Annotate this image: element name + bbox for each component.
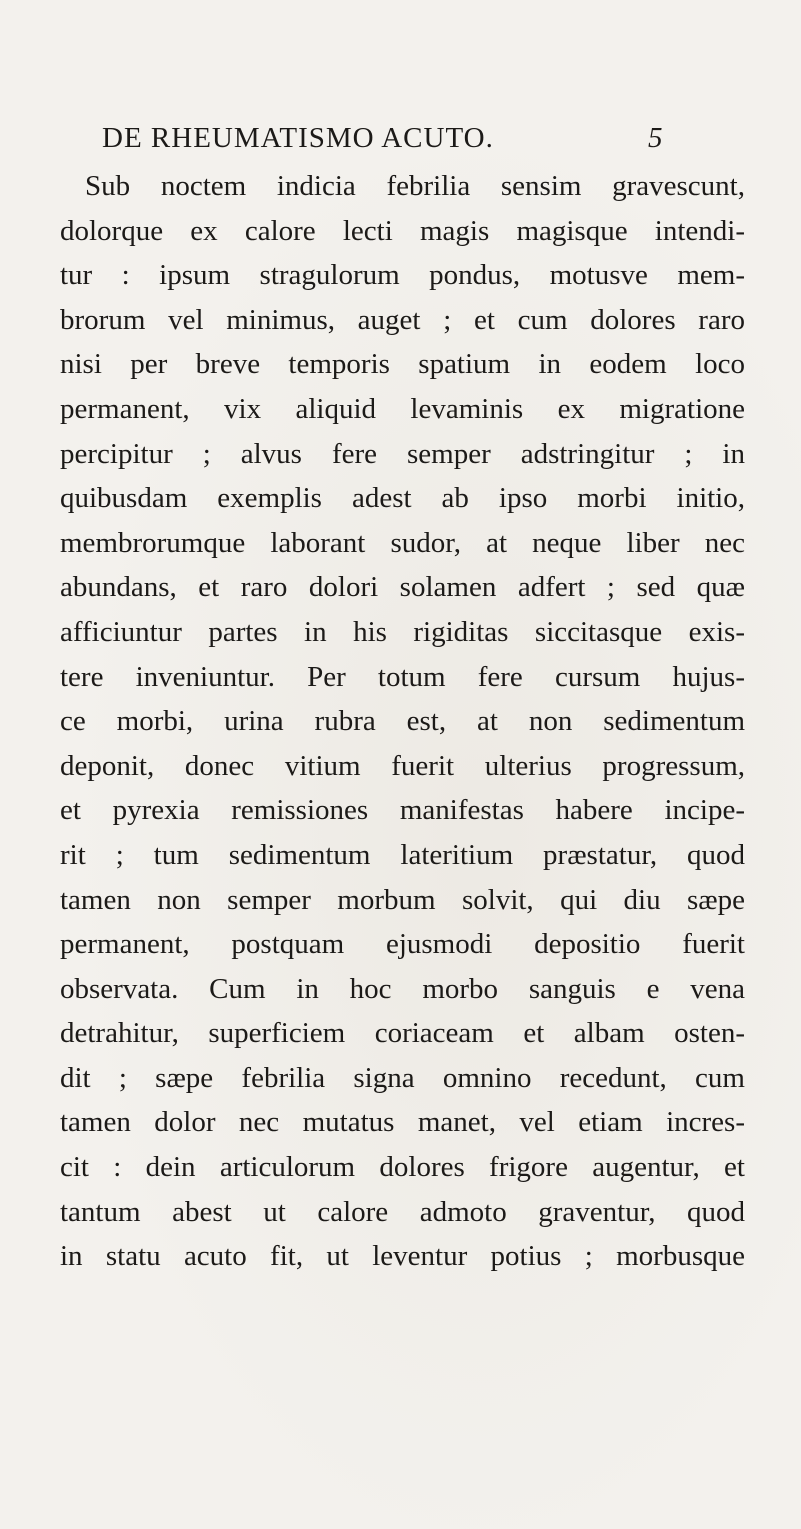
- text-line: ce morbi, urina rubra est, at non sedimentum: [60, 705, 745, 738]
- text-line: quibusdam exemplis adest ab ipso morbi initio,: [60, 482, 745, 515]
- page-number: 5: [648, 122, 663, 154]
- text-line: afficiuntur partes in his rigiditas siccitasque exis-: [60, 615, 745, 648]
- text-line: permanent, postquam ejusmodi depositio fuerit: [60, 928, 745, 961]
- text-line: cit : dein articulorum dolores frigore augentur, et: [60, 1151, 745, 1184]
- text-line: Sub noctem indicia febrilia sensim gravescunt,: [85, 170, 745, 202]
- text-line: tere inveniuntur. Per totum fere cursum hujus-: [60, 660, 745, 693]
- text-line: percipitur ; alvus fere semper adstringitur ; in: [60, 437, 745, 470]
- text-line: tantum abest ut calore admoto graventur, quod: [60, 1195, 745, 1228]
- text-line: detrahitur, superficiem coriaceam et albam osten-: [60, 1017, 745, 1050]
- page-header: [0, 118, 801, 158]
- text-line: et pyrexia remissiones manifestas habere incipe-: [60, 794, 745, 827]
- text-line: observata. Cum in hoc morbo sanguis e vena: [60, 972, 745, 1005]
- text-line: deponit, donec vitium fuerit ulterius progressum,: [60, 749, 745, 782]
- text-line: rit ; tum sedimentum lateritium præstatur, quod: [60, 838, 745, 871]
- text-line: in statu acuto fit, ut leventur potius ; morbusque: [60, 1240, 745, 1273]
- running-title: DE RHEUMATISMO ACUTO.: [102, 122, 494, 154]
- text-line: dit ; sæpe febrilia signa omnino recedunt, cum: [60, 1061, 745, 1094]
- text-line: abundans, et raro dolori solamen adfert ; sed quæ: [60, 571, 745, 604]
- text-line: tamen dolor nec mutatus manet, vel etiam incres-: [60, 1106, 745, 1139]
- text-line: tur : ipsum stragulorum pondus, motusve mem-: [60, 259, 745, 292]
- text-line: dolorque ex calore lecti magis magisque intendi-: [60, 214, 745, 247]
- body-text: [60, 164, 745, 1279]
- text-line: brorum vel minimus, auget ; et cum dolores raro: [60, 303, 745, 336]
- text-line: tamen non semper morbum solvit, qui diu sæpe: [60, 883, 745, 916]
- text-line: permanent, vix aliquid levaminis ex migratione: [60, 392, 745, 425]
- text-line: membrorumque laborant sudor, at neque liber nec: [60, 526, 745, 559]
- text-line: nisi per breve temporis spatium in eodem loco: [60, 348, 745, 381]
